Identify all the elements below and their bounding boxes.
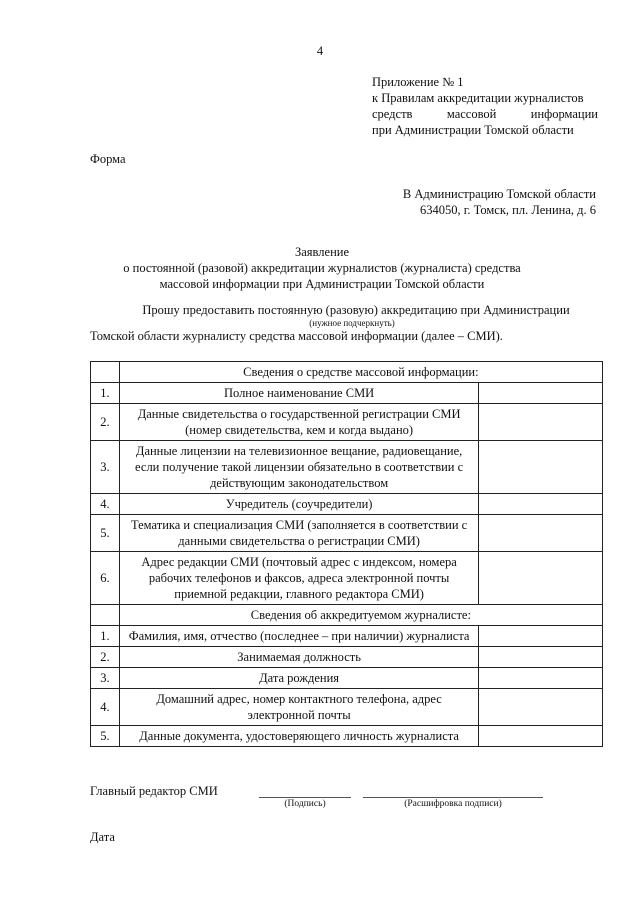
row-number: 5.: [91, 726, 120, 747]
addressee-line-1: В Администрацию Томской области: [402, 187, 596, 201]
appendix-line-4: при Администрации Томской области: [372, 123, 574, 137]
row-label: Данные документа, удостоверяющего личность журналиста: [119, 726, 479, 747]
row-number: 3.: [91, 668, 120, 689]
row-label: Домашний адрес, номер контактного телефона, адрес электронной почты: [119, 689, 479, 726]
request-line-2: Томской области журналисту средства массовой информации (далее – СМИ).: [90, 329, 503, 343]
table-row: [91, 668, 603, 689]
signature-decode-line: [363, 797, 543, 798]
addressee-line-2: 634050, г. Томск, пл. Ленина, д. 6: [419, 203, 596, 217]
table-row: [91, 726, 603, 747]
request-line-1: Прошу предоставить постоянную (разовую) аккредитацию при Администрации: [142, 303, 570, 317]
page-number: 4: [316, 44, 324, 58]
table-row: [91, 647, 603, 668]
signature-decode-caption: (Расшифровка подписи): [404, 799, 502, 809]
form-label: Форма: [90, 152, 126, 166]
row-value-cell[interactable]: [479, 515, 603, 552]
row-number: 4.: [91, 494, 120, 515]
row-number: 3.: [91, 441, 120, 494]
accreditation-table: [90, 361, 603, 747]
section-header-empty-cell: [91, 605, 120, 626]
table-row: [91, 552, 603, 605]
row-value-cell[interactable]: [479, 668, 603, 689]
row-label: Занимаемая должность: [119, 647, 479, 668]
table-row: [91, 689, 603, 726]
row-value-cell[interactable]: [479, 383, 603, 404]
title-line-1: Заявление: [294, 245, 349, 259]
table-row: [91, 494, 603, 515]
row-number: 1.: [91, 626, 120, 647]
row-value-cell[interactable]: [479, 726, 603, 747]
row-label: Учредитель (соучредители): [119, 494, 479, 515]
section1-title: Сведения о средстве массовой информации:: [119, 362, 602, 383]
row-number: 2.: [91, 647, 120, 668]
addressee: [403, 186, 596, 218]
row-number: 4.: [91, 689, 120, 726]
table-row: [91, 404, 603, 441]
row-label: Дата рождения: [119, 668, 479, 689]
row-value-cell[interactable]: [479, 647, 603, 668]
document-title: [80, 244, 564, 292]
table-row: [91, 515, 603, 552]
row-value-cell[interactable]: [479, 552, 603, 605]
signature-line: [259, 797, 351, 798]
title-line-3: массовой информации при Администрации Томской области: [159, 277, 485, 291]
section-header-row: [91, 362, 603, 383]
row-number: 5.: [91, 515, 120, 552]
request-paragraph: [90, 303, 604, 344]
date-label: Дата: [90, 830, 115, 844]
appendix-line-1: Приложение № 1: [372, 75, 464, 89]
row-value-cell[interactable]: [479, 626, 603, 647]
row-value-cell[interactable]: [479, 689, 603, 726]
title-line-2: о постоянной (разовой) аккредитации журналистов (журналиста) средства: [123, 261, 521, 275]
appendix-header: [372, 74, 598, 138]
section-header-row: [91, 605, 603, 626]
row-value-cell[interactable]: [479, 494, 603, 515]
signature-label: Главный редактор СМИ: [90, 784, 218, 798]
row-label: Данные свидетельства о государственной регистрации СМИ (номер свидетельства, кем и когда выдано): [119, 404, 479, 441]
row-number: 6.: [91, 552, 120, 605]
table-row: [91, 626, 603, 647]
appendix-line-2: к Правилам аккредитации журналистов: [372, 91, 584, 105]
row-label: Тематика и специализация СМИ (заполняется в соответствии с данными свидетельства о регистрации СМИ): [119, 515, 479, 552]
table-row: [91, 441, 603, 494]
row-label: Полное наименование СМИ: [119, 383, 479, 404]
row-value-cell[interactable]: [479, 441, 603, 494]
row-label: Фамилия, имя, отчество (последнее – при наличии) журналиста: [119, 626, 479, 647]
request-hint: (нужное подчеркнуть): [309, 318, 395, 328]
row-number: 2.: [91, 404, 120, 441]
appendix-line-3: средств массовой информации: [372, 107, 598, 121]
signature-caption: (Подпись): [284, 799, 326, 809]
row-label: Данные лицензии на телевизионное вещание, радиовещание, если получение такой лицензии обязательно в соответствии с действующим законодательством: [119, 441, 479, 494]
section-header-empty-cell: [91, 362, 120, 383]
table-row: [91, 383, 603, 404]
row-number: 1.: [91, 383, 120, 404]
row-label: Адрес редакции СМИ (почтовый адрес с индексом, номера рабочих телефонов и факсов, адреса электронной почты приемной редакции, главного редактора СМИ): [119, 552, 479, 605]
row-value-cell[interactable]: [479, 404, 603, 441]
section2-title: Сведения об аккредитуемом журналисте:: [119, 605, 602, 626]
